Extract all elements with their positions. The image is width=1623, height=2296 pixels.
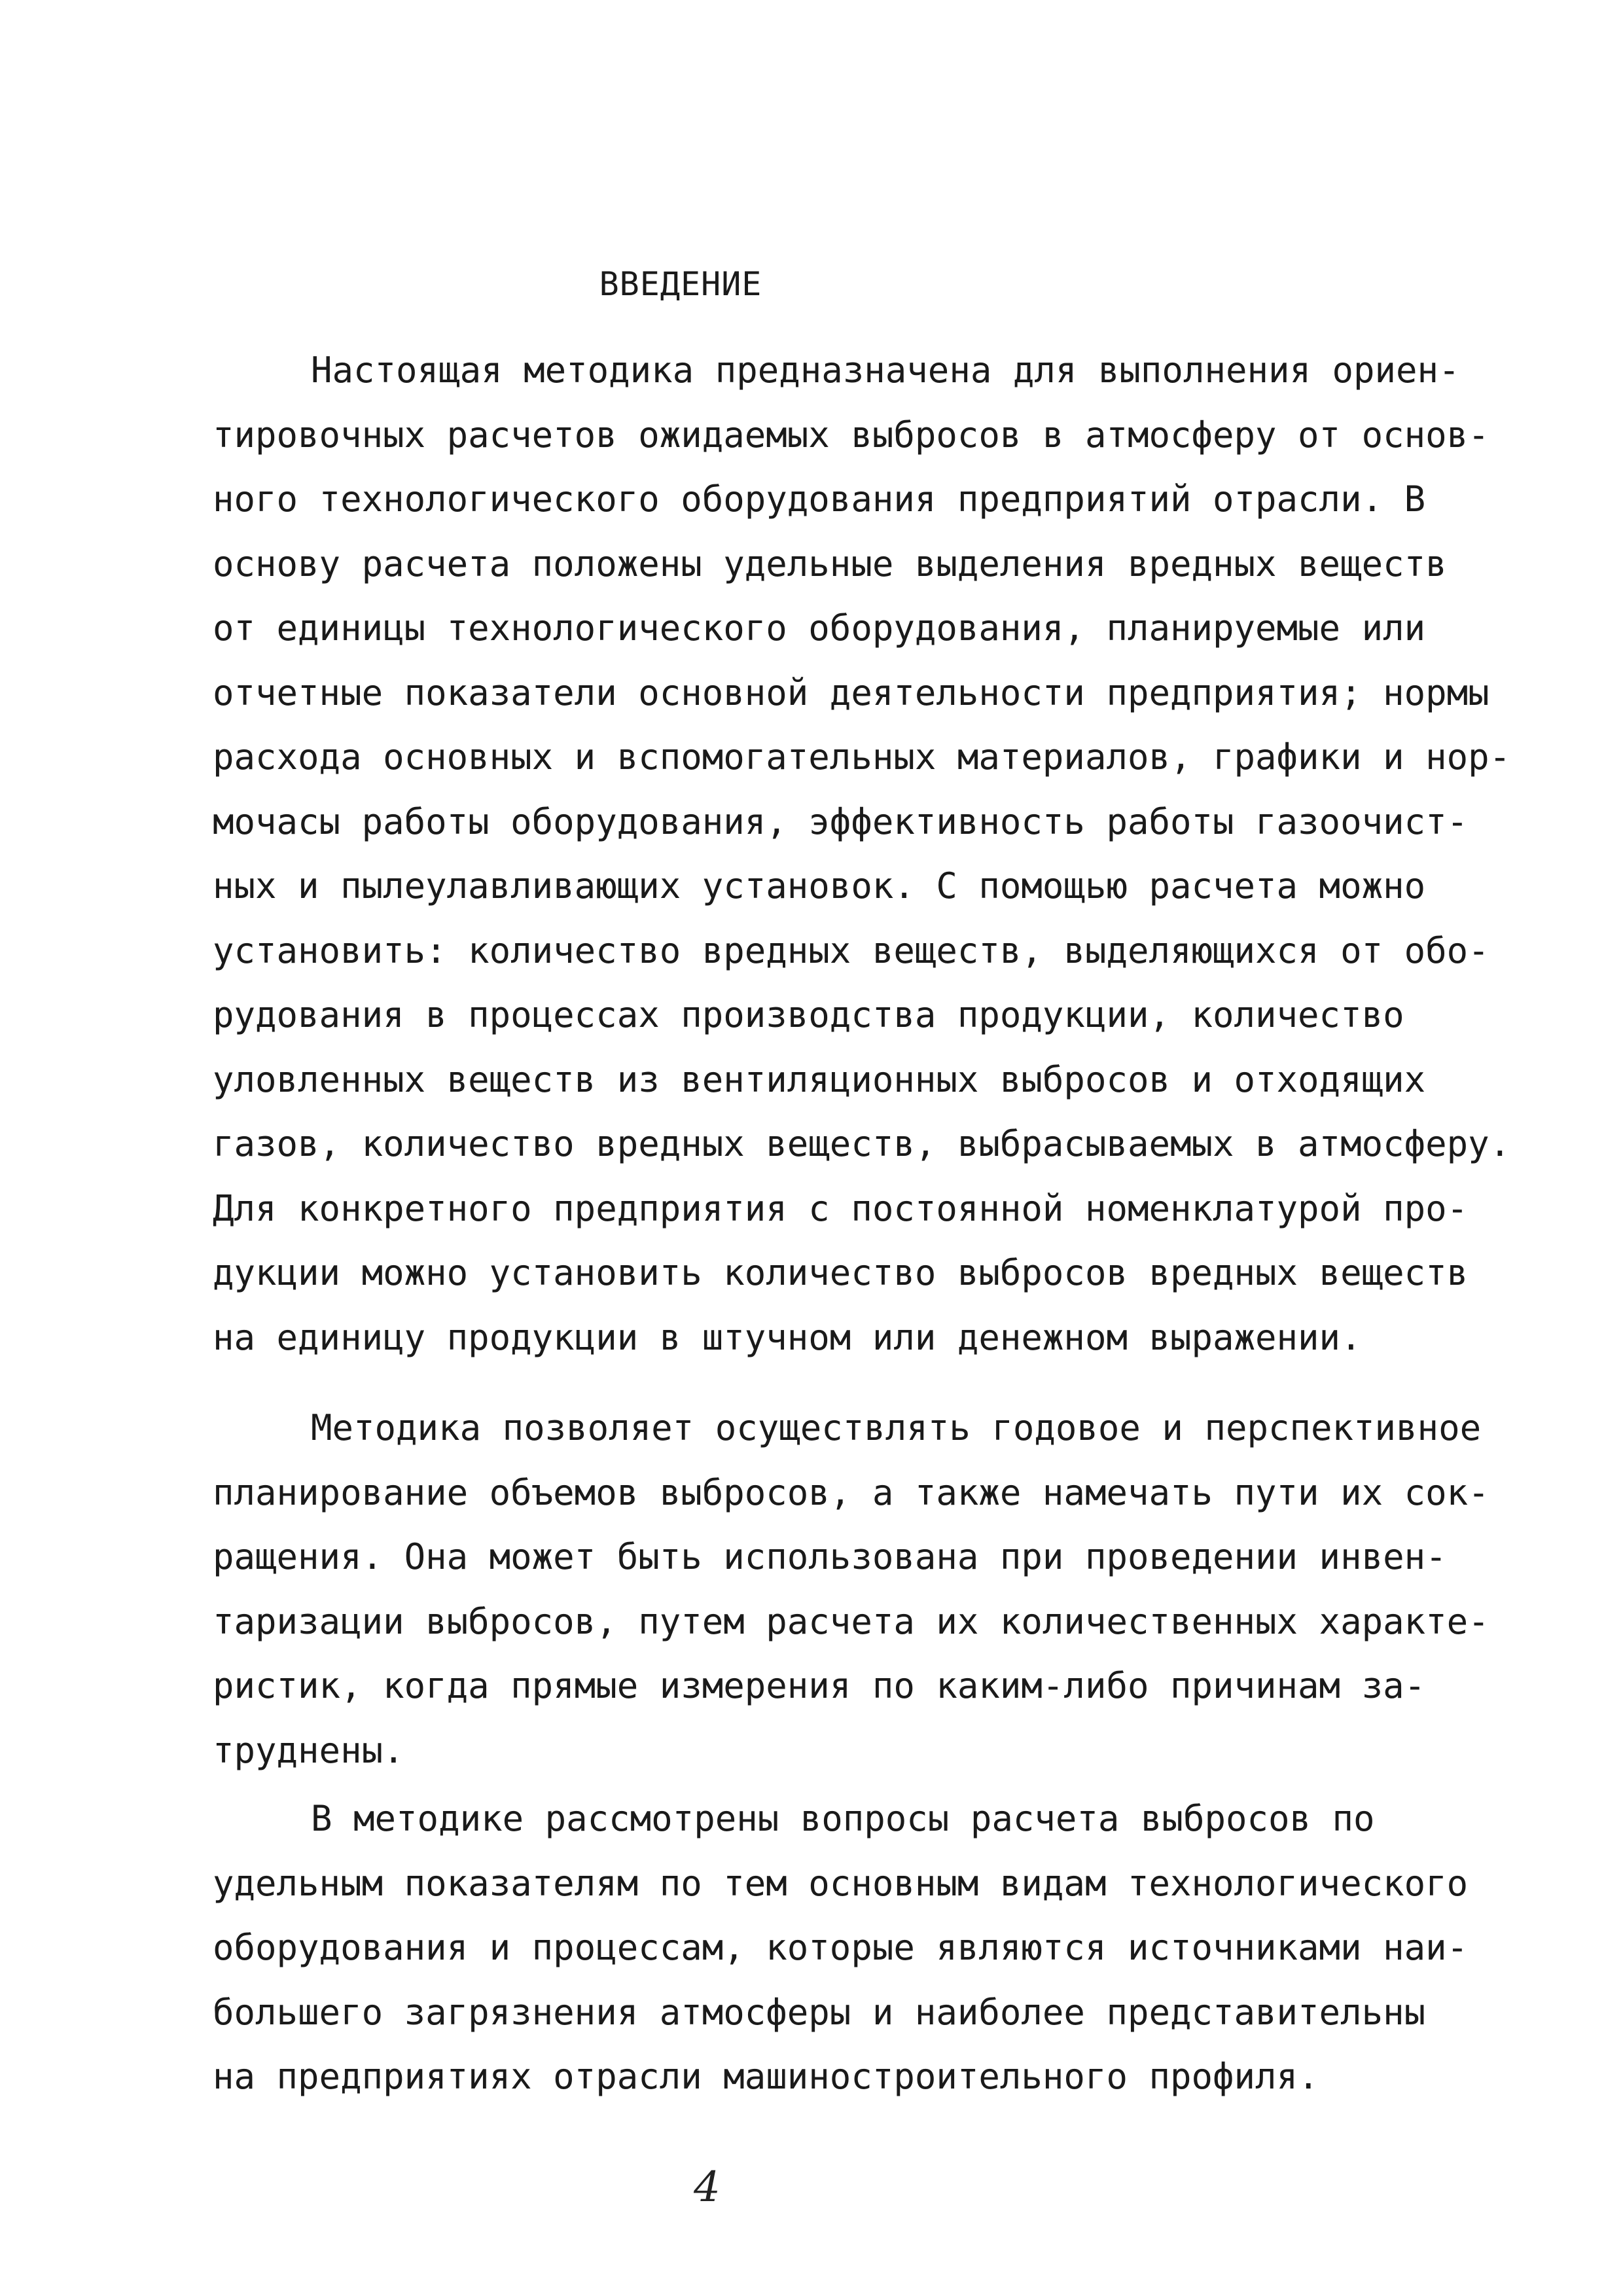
text-line: Для конкретного предприятия с постоянной номенклатурой про- — [213, 1187, 1469, 1229]
text-line: ного технологического оборудования предприятий отрасли. В — [213, 478, 1426, 520]
page-number: 4 — [694, 2163, 721, 2212]
text-line: планирование объемов выбросов, а также намечать пути их сок- — [213, 1471, 1489, 1513]
text-line: установить: количество вредных веществ, выделяющихся от обо- — [213, 929, 1489, 971]
text-line: В методике рассмотрены вопросы расчета выбросов по — [311, 1798, 1375, 1839]
text-line: на предприятиях отрасли машиностроительного профиля. — [213, 2056, 1319, 2097]
paragraph-1 — [213, 338, 1511, 1370]
text-line: ных и пылеулавливающих установок. С помощью расчета можно — [213, 865, 1426, 906]
text-line: основу расчета положены удельные выделения вредных веществ — [213, 543, 1447, 584]
text-line: удельным показателям по тем основным видам технологического — [213, 1862, 1469, 1904]
text-line: ристик, когда прямые измерения по каким-либо причинам за- — [213, 1665, 1426, 1706]
paragraph-2 — [213, 1396, 1489, 1783]
text-line: Методика позволяет осуществлять годовое и перспективное — [311, 1407, 1482, 1448]
text-line: ращения. Она может быть использована при проведении инвен- — [213, 1536, 1447, 1577]
text-line: труднены. — [213, 1729, 404, 1771]
text-line: тировочных расчетов ожидаемых выбросов в атмосферу от основ- — [213, 414, 1489, 456]
text-line: Настоящая методика предназначена для выполнения ориен- — [311, 350, 1460, 391]
text-line: на единицу продукции в штучном или денежном выражении. — [213, 1316, 1362, 1358]
text-line: таризации выбросов, путем расчета их количественных характе- — [213, 1600, 1489, 1642]
text-line: рудования в процессах производства продукции, количество — [213, 994, 1404, 1035]
text-line: отчетные показатели основной деятельности предприятия; нормы — [213, 672, 1489, 713]
paragraph-3 — [213, 1787, 1469, 2109]
section-title: ВВЕДЕНИЕ — [599, 265, 762, 303]
text-line: газов, количество вредных веществ, выбрасываемых в атмосферу. — [213, 1123, 1511, 1164]
text-line: большего загрязнения атмосферы и наиболее представительны — [213, 1991, 1426, 2033]
text-line: уловленных веществ из вентиляционных выбросов и отходящих — [213, 1058, 1426, 1100]
text-line: расхода основных и вспомогательных материалов, графики и нор- — [213, 736, 1511, 778]
text-line: оборудования и процессам, которые являются источниками наи- — [213, 1927, 1469, 1968]
text-line: мочасы работы оборудования, эффективность работы газоочист- — [213, 800, 1469, 842]
text-line: дукции можно установить количество выбросов вредных веществ — [213, 1252, 1469, 1293]
text-line: от единицы технологического оборудования, планируемые или — [213, 607, 1426, 649]
